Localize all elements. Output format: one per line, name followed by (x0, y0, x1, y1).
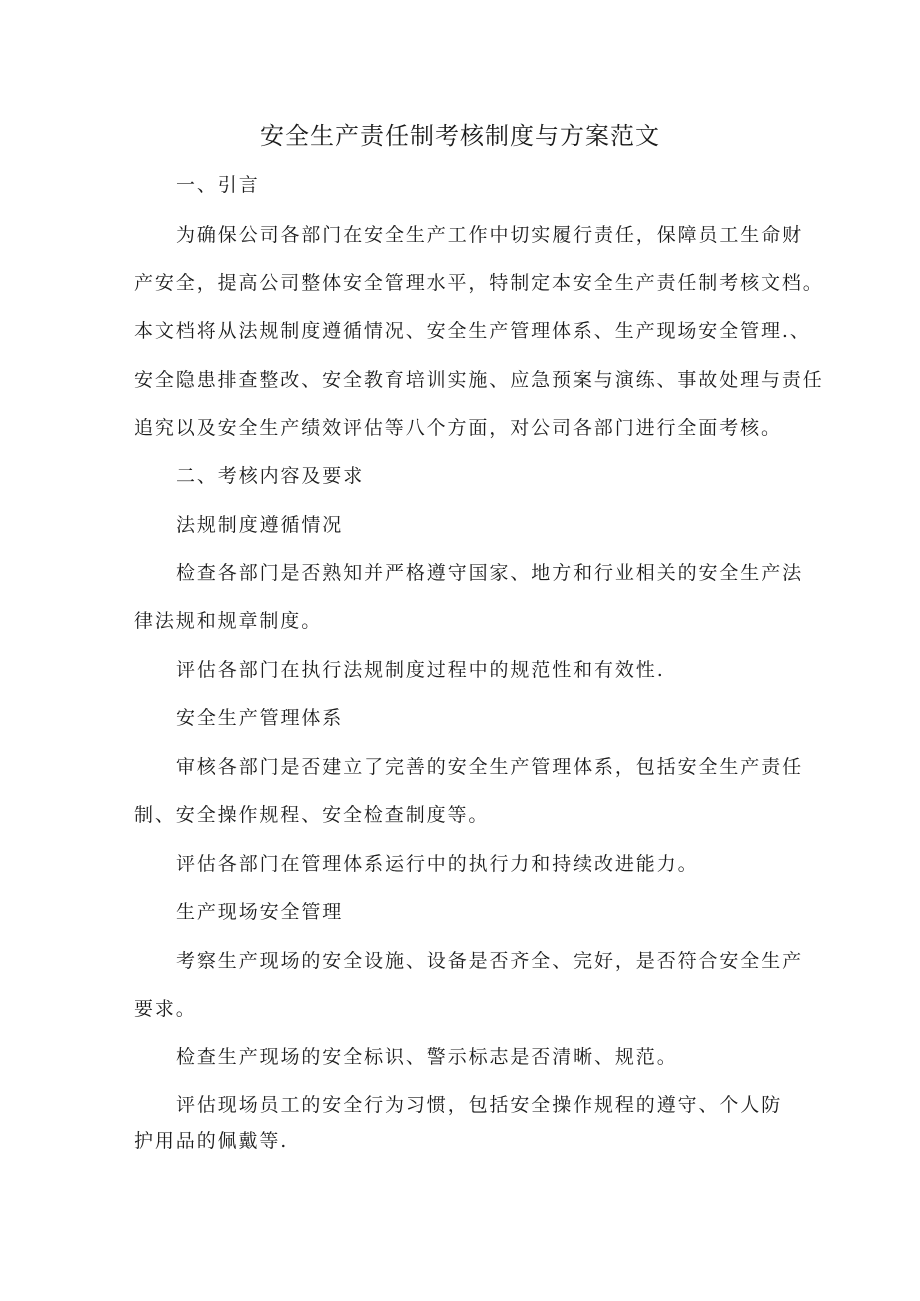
paragraph-line: 要求。 (134, 998, 197, 1020)
paragraph-line: 检查各部门是否熟知并严格遵守国家、地方和行业相关的安全生产法 (176, 562, 804, 584)
paragraph-line: 追究以及安全生产绩效评估等八个方面，对公司各部门进行全面考核。 (134, 417, 782, 439)
paragraph-line: 为确保公司各部门在安全生产工作中切实履行责任，保障员工生命财 (176, 224, 804, 246)
document-title: 安全生产责任制考核制度与方案范文 (260, 122, 660, 150)
paragraph-line: 安全隐患排查整改、安全教育培训实施、应急预案与演练、事故处理与责任 (134, 369, 824, 391)
paragraph-line: 考察生产现场的安全设施、设备是否齐全、完好，是否符合安全生产 (176, 950, 804, 972)
subsection-title-regulation-compliance: 法规制度遵循情况 (176, 514, 344, 536)
paragraph-line: 审核各部门是否建立了完善的安全生产管理体系，包括安全生产责任 (176, 756, 804, 778)
paragraph-line: 评估各部门在管理体系运行中的执行力和持续改进能力。 (176, 853, 699, 875)
paragraph-line: 评估现场员工的安全行为习惯，包括安全操作规程的遵守、个人防 (176, 1094, 783, 1116)
section-heading-assessment: 二、考核内容及要求 (176, 465, 365, 487)
paragraph-line: 制、安全操作规程、安全检查制度等。 (134, 804, 490, 826)
section-heading-introduction: 一、引言 (176, 174, 260, 196)
paragraph-line: 护用品的佩戴等. (134, 1130, 289, 1152)
paragraph-line: 律法规和规章制度。 (134, 610, 323, 632)
paragraph-line: 评估各部门在执行法规制度过程中的规范性和有效性. (176, 659, 665, 681)
paragraph-line: 本文档将从法规制度遵循情况、安全生产管理体系、生产现场安全管理.、 (134, 320, 811, 342)
subsection-title-site-safety: 生产现场安全管理 (176, 901, 344, 923)
paragraph-line: 产安全，提高公司整体安全管理水平，特制定本安全生产责任制考核文档。 (134, 272, 824, 294)
paragraph-line: 检查生产现场的安全标识、警示标志是否清晰、规范。 (176, 1046, 678, 1068)
subsection-title-management-system: 安全生产管理体系 (176, 707, 344, 729)
